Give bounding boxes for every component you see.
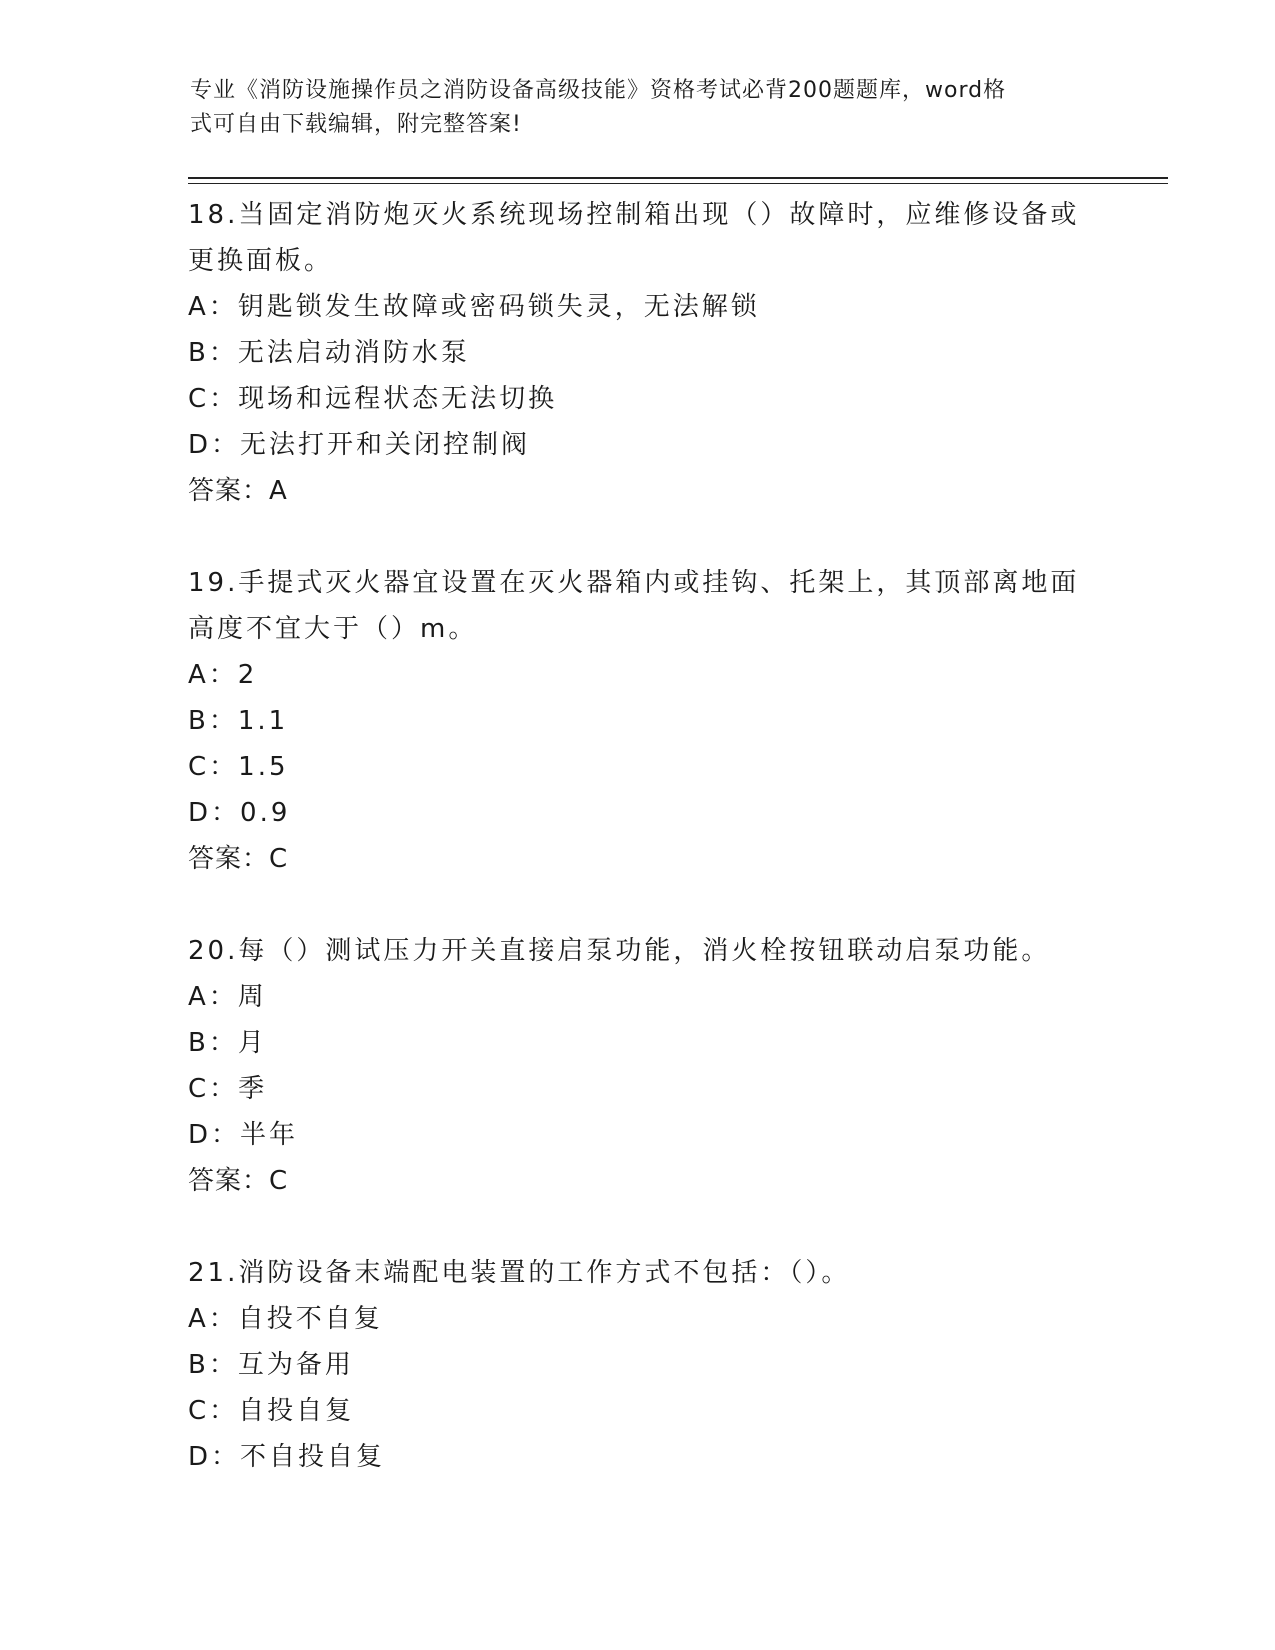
question-list [188, 192, 1108, 1480]
question-20 [188, 928, 1108, 1204]
option-d: D：0.9 [188, 798, 291, 828]
question-stem: 20.每（）测试压力开关直接启泵功能，消火栓按钮联动启泵功能。 [188, 936, 1051, 966]
question-spacer [188, 1204, 1108, 1250]
answer-line: 答案：C [188, 1166, 289, 1196]
option-c: C：1.5 [188, 752, 289, 782]
header-divider-thin [188, 183, 1168, 184]
question-stem: 21.消防设备末端配电装置的工作方式不包括：（）。 [188, 1258, 851, 1288]
document-header [190, 74, 1090, 142]
question-18 [188, 192, 1108, 514]
option-a: A：周 [188, 982, 267, 1012]
option-b: B：月 [188, 1028, 267, 1058]
option-c: C：自投自复 [188, 1396, 355, 1426]
option-d: D：无法打开和关闭控制阀 [188, 430, 531, 460]
header-line-1: 专业《消防设施操作员之消防设备高级技能》资格考试必背200题题库，word格 [190, 78, 1007, 103]
question-stem-continued: 更换面板。 [188, 246, 334, 276]
question-21 [188, 1250, 1108, 1480]
option-d: D：半年 [188, 1120, 299, 1150]
option-a: A：自投不自复 [188, 1304, 383, 1334]
header-divider-thick [188, 177, 1168, 179]
option-b: B：无法启动消防水泵 [188, 338, 470, 368]
question-spacer [188, 514, 1108, 560]
option-c: C：季 [188, 1074, 268, 1104]
question-spacer [188, 882, 1108, 928]
option-b: B：1.1 [188, 706, 289, 736]
question-19 [188, 560, 1108, 882]
option-a: A：钥匙锁发生故障或密码锁失灵，无法解锁 [188, 292, 760, 322]
option-c: C：现场和远程状态无法切换 [188, 384, 558, 414]
answer-line: 答案：C [188, 844, 289, 874]
option-d: D：不自投自复 [188, 1442, 386, 1472]
answer-line: 答案：A [188, 476, 288, 506]
header-line-2: 式可自由下载编辑，附完整答案! [190, 112, 522, 137]
question-stem: 19.手提式灭火器宜设置在灭火器箱内或挂钩、托架上，其顶部离地面 [188, 568, 1080, 598]
question-stem: 18.当固定消防炮灭火系统现场控制箱出现（）故障时，应维修设备或 [188, 200, 1080, 230]
question-stem-continued: 高度不宜大于（）m。 [188, 614, 478, 644]
option-a: A：2 [188, 660, 258, 690]
option-b: B：互为备用 [188, 1350, 354, 1380]
